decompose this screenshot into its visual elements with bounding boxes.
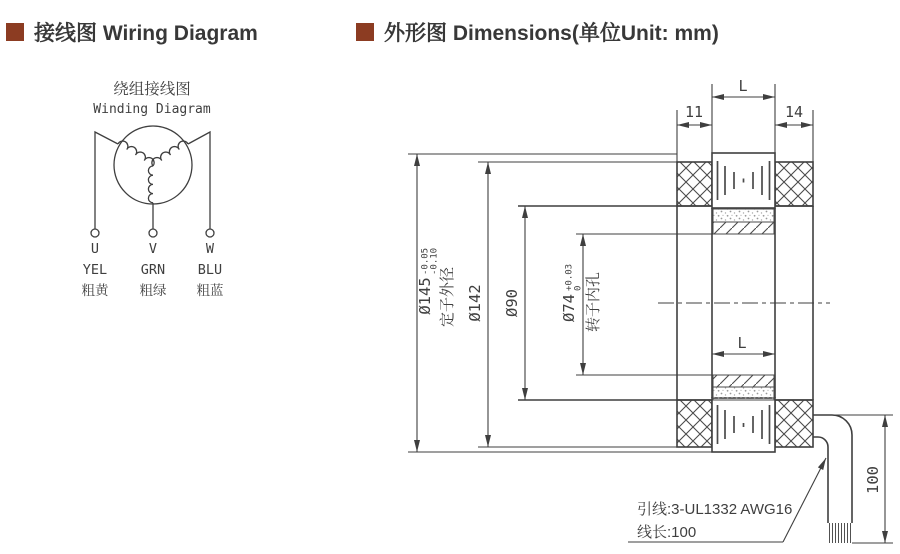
dim-text-stack-length-mid: L bbox=[737, 334, 747, 352]
end-winding-block bbox=[677, 162, 712, 206]
rotor-hatch-band bbox=[713, 375, 774, 387]
end-winding-block bbox=[775, 400, 813, 447]
dim-label-rotor-bore: 转子内孔 bbox=[585, 271, 602, 333]
wire-color-cn-v: 粗绿 bbox=[139, 283, 167, 298]
cable-outline-outer bbox=[813, 415, 852, 523]
rotor-bands bbox=[713, 209, 774, 400]
terminal-w bbox=[206, 229, 214, 237]
dim-text-stator-bore: Ø90 bbox=[503, 289, 521, 317]
wire-color-u: YEL bbox=[82, 262, 108, 278]
lead-wire-strands bbox=[830, 523, 851, 543]
rotor-stipple-band bbox=[713, 387, 774, 400]
dim-text-stack-length-top: L bbox=[738, 77, 748, 95]
lead-note-length: 线长:100 bbox=[637, 524, 697, 541]
dim-text-rear-overhang: 14 bbox=[784, 103, 804, 121]
wire-color-cn-u: 粗黄 bbox=[81, 283, 109, 298]
lead-wire-u bbox=[95, 132, 118, 229]
rotor-hatch-band bbox=[713, 222, 774, 234]
coil-phase-u bbox=[118, 141, 154, 166]
dimension-texts bbox=[416, 77, 882, 541]
dimensions-section-title: 外形图 Dimensions(单位Unit: mm) bbox=[384, 22, 719, 45]
dim-tol-stator-od-upper: -0.05 bbox=[420, 247, 431, 275]
lead-wire-w bbox=[188, 132, 210, 229]
coil-phase-v bbox=[148, 166, 153, 203]
stator-section bbox=[518, 153, 852, 523]
leader-line bbox=[783, 458, 826, 542]
wire-color-v: GRN bbox=[140, 262, 166, 278]
winding-diagram-labels bbox=[82, 79, 224, 298]
dim-text-rotor-bore: Ø74 bbox=[560, 294, 578, 322]
wire-color-cn-w: 粗蓝 bbox=[196, 283, 224, 298]
rotor-stipple-band bbox=[713, 209, 774, 222]
wiring-section-title: 接线图 Wiring Diagram bbox=[34, 22, 258, 45]
winding-title-en: Winding Diagram bbox=[93, 102, 211, 117]
terminal-u bbox=[91, 229, 99, 237]
winding-diagram bbox=[91, 126, 214, 237]
dim-tol-stator-od-lower: -0.10 bbox=[429, 247, 440, 275]
terminal-label-v: V bbox=[148, 241, 158, 257]
dim-text-lead-length: 100 bbox=[864, 466, 882, 494]
wire-color-w: BLU bbox=[197, 262, 223, 278]
terminal-label-w: W bbox=[205, 241, 215, 257]
dim-text-stator-od: Ø145 bbox=[416, 277, 434, 315]
coil-phase-w bbox=[152, 141, 188, 166]
winding-title-cn: 绕组接线图 bbox=[113, 81, 191, 98]
end-winding-block bbox=[677, 400, 712, 447]
end-winding-block bbox=[775, 162, 813, 206]
dim-label-stator-od: 定子外径 bbox=[439, 266, 456, 328]
terminal-label-u: U bbox=[90, 241, 100, 257]
terminal-v bbox=[149, 229, 157, 237]
dim-tol-rotor-bore-lower: 0 bbox=[573, 285, 584, 291]
lead-note-spec: 引线:3-UL1332 AWG16 bbox=[637, 501, 793, 518]
dim-text-winding-od: Ø142 bbox=[466, 284, 484, 322]
dim-text-front-overhang: 11 bbox=[684, 103, 704, 121]
dim-tol-rotor-bore-upper: +0.03 bbox=[564, 263, 575, 291]
